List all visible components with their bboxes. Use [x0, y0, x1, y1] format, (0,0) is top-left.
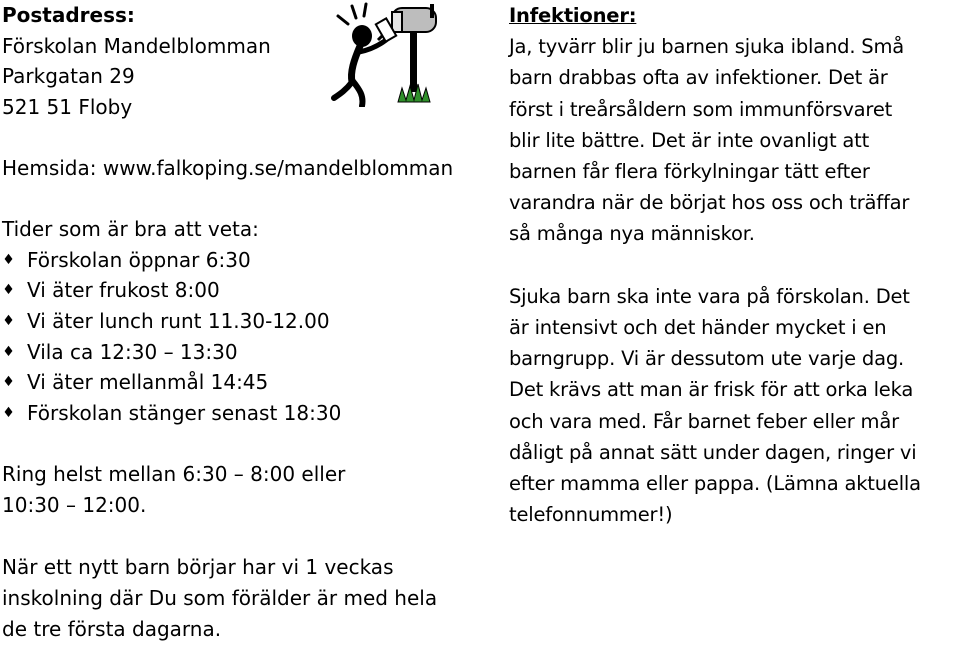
infections-p2-line-5: och vara med. Får barnet feber eller mår [509, 409, 899, 433]
address-line-postal: 521 51 Floby [2, 94, 133, 119]
introduction-line-2: inskolning där Du som förälder är med hela [2, 586, 438, 610]
diamond-bullet-icon: ♦ [2, 312, 15, 329]
infections-p2-line-4: Det krävs att man är frisk för att orka leka [509, 378, 914, 402]
address-heading: Postadress: [2, 3, 135, 27]
infections-p2-line-6: dåligt på annat sätt under dagen, ringer vi [509, 440, 917, 464]
infections-p1-line-7: så många nya människor. [509, 222, 755, 246]
infections-p2-line-8: telefonnummer!) [509, 503, 673, 527]
spacer [509, 250, 959, 281]
introduction-line-3: de tre första dagarna. [2, 617, 222, 641]
infections-p2-line-2: är intensivt och det händer mycket i en [509, 316, 887, 340]
diamond-bullet-icon: ♦ [2, 251, 15, 268]
person-mailbox-icon [330, 2, 445, 107]
infections-p1-line-4: blir lite bättre. Det är inte ovanligt att [509, 128, 870, 152]
spacer [2, 428, 472, 459]
infections-p2-line-7: efter mamma eller pappa. (Lämna aktuella [509, 472, 921, 496]
infections-section [509, 0, 959, 530]
infections-p1-line-5: barnen får flera förkylningar tätt efter [509, 160, 870, 184]
introduction-paragraph [2, 552, 472, 645]
list-item [2, 337, 472, 368]
list-item-text: Vi äter mellanmål 14:45 [27, 370, 269, 395]
diamond-bullet-icon: ♦ [2, 374, 15, 391]
times-list [2, 245, 472, 429]
list-item-text: Förskolan stänger senast 18:30 [27, 400, 342, 425]
infections-p2-line-1: Sjuka barn ska inte vara på förskolan. Det [509, 284, 910, 308]
list-item [2, 398, 472, 429]
introduction-line-1: När ett nytt barn börjar har vi 1 veckas [2, 555, 394, 579]
diamond-bullet-icon: ♦ [2, 404, 15, 421]
diamond-bullet-icon: ♦ [2, 282, 15, 299]
list-item [2, 306, 472, 337]
infections-heading: Infektioner: [509, 4, 637, 27]
address-line-preschool: Förskolan Mandelblomman [2, 33, 271, 58]
list-item-text: Förskolan öppnar 6:30 [27, 247, 251, 272]
diamond-bullet-icon: ♦ [2, 343, 15, 360]
infections-p1-line-3: först i treårsåldern som immunförsvaret [509, 97, 893, 121]
call-times-line-2: 10:30 – 12:00. [2, 492, 147, 517]
list-item [2, 275, 472, 306]
spacer [2, 122, 472, 153]
call-times-line-1: Ring helst mellan 6:30 – 8:00 eller [2, 461, 346, 486]
list-item-text: Vi äter frukost 8:00 [27, 278, 220, 303]
list-item [2, 367, 472, 398]
infections-p1-line-1: Ja, tyvärr blir ju barnen sjuka ibland. Små [509, 35, 905, 59]
spacer [2, 184, 472, 215]
infections-p2-line-3: barngrupp. Vi är dessutom ute varje dag. [509, 347, 905, 371]
list-item-text: Vila ca 12:30 – 13:30 [27, 339, 238, 364]
homepage-text: Hemsida: www.falkoping.se/mandelblomman [2, 155, 454, 180]
list-item [2, 245, 472, 276]
list-item-text: Vi äter lunch runt 11.30-12.00 [27, 308, 330, 333]
infections-p1-line-2: barn drabbas ofta av infektioner. Det är [509, 66, 888, 90]
times-heading: Tider som är bra att veta: [2, 217, 259, 242]
address-line-street: Parkgatan 29 [2, 64, 135, 89]
infections-p1-line-6: varandra när de börjat hos oss och träffar [509, 191, 910, 215]
